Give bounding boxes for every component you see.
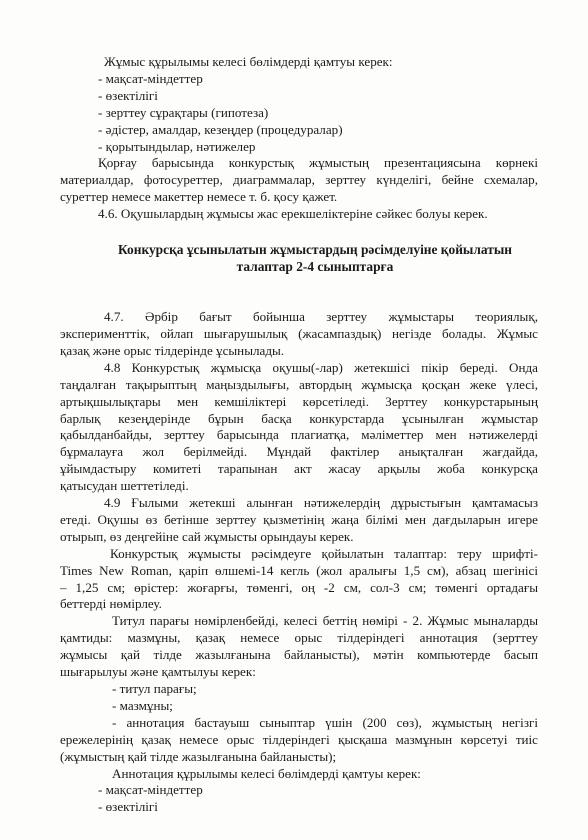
paragraph-line: қамтиды: мазмұны, қазақ немесе орыс тілдеріндегі аннотация (зерттеу <box>60 630 538 646</box>
list-item: - мақсат-міндеттер <box>98 782 203 798</box>
paragraph-line: ережелерінің қазақ немесе орыс тілдеріндегі қысқаша мазмұнын көрсетуі тиіс <box>60 731 538 747</box>
paragraph-line: отырып, өз деңгейіне сай жұмысты орындауы керек. <box>60 528 354 544</box>
list-item: - титул парағы; <box>112 681 197 696</box>
paragraph-line: 4.7. Әрбір бағыт бойынша зерттеу жұмыстары теориялық, <box>104 309 538 325</box>
intro-line: Жұмыс құрылымы келесі бөлімдерді қамтуы керек: <box>104 54 393 69</box>
paragraph-line: Қорғау барысында конкурстық жұмыстың презентациясына көрнекі <box>98 155 538 171</box>
list-item: - мақсат-міндеттер <box>98 70 203 86</box>
list-item: - өзектілігі <box>98 87 158 103</box>
list-item: - зерттеу сұрақтары (гипотеза) <box>98 104 269 120</box>
paragraph-line: суреттер немесе макеттер немесе т. б. қосу қажет. <box>60 189 338 205</box>
paragraph-line: қазақ және орыс тілдерінде ұсынылады. <box>60 342 285 358</box>
list-item: - әдістер, амалдар, кезеңдер (процедуралар) <box>98 121 343 137</box>
paragraph-line: (жұмыстың қай тілде жазылғанына байланысты); <box>60 748 337 764</box>
item-4-6: 4.6. Оқушылардың жұмысы жас ерекшеліктеріне сәйкес болуы керек. <box>98 206 488 222</box>
paragraph-line: беттерді нөмірлеу. <box>60 596 162 612</box>
paragraph-line: Титул парағы нөмірленбейді, келесі беттің нөмірі - 2. Жұмыс мыналарды <box>112 613 538 629</box>
paragraph-line: шығарылуы және қамтылуы керек: <box>60 664 256 680</box>
paragraph-line: жұмысы қай тілде жазылғанына байланысты), мәтін компьютерде басып <box>60 647 538 663</box>
list-item: - қорытындылар, нәтижелер <box>98 138 256 154</box>
paragraph-line: бұрмалауға жол берілмейді. Мұндай фактілер анықталған жағдайда, <box>60 444 538 460</box>
paragraph-line: 4.8 Конкурстық жұмысқа оқушы(-лар) жетекшісі пікір береді. Онда <box>104 359 538 375</box>
paragraph-line: қатысудан шеттетіледі. <box>60 478 189 494</box>
paragraph-line: материалдар, фотосуреттер, диаграммалар, зерттеу күнделігі, бейне схемалар, <box>60 172 538 188</box>
section-heading: Конкурсқа ұсынылатын жұмыстардың рәсімделуіне қойылатын <box>118 242 512 258</box>
paragraph-line: етеді. Оқушы өз бетінше зерттеу қызметінің жаңа білімі мен дағдыларын игере <box>60 511 538 527</box>
paragraph-line: - аннотация бастауыш сыныптар үшін (200 сөз), жұмыстың негізгі <box>112 714 538 730</box>
paragraph-line: Аннотация құрылымы келесі бөлімдерді қамтуы керек: <box>112 765 421 781</box>
section-heading: талаптар 2-4 сыныптарға <box>236 259 394 275</box>
paragraph-line: таңдалған тақырыптың маңыздылығы, автордың жұмысқа қосқан жеке үлесі, <box>60 376 538 392</box>
paragraph-line: ұйымдастыру комитеті тарапынан акт жасау арқылы жоба конкурсқа <box>60 461 538 477</box>
paragraph-line: Times New Roman, қаріп өлшемі-14 кегль (жол аралығы 1,5 см), абзац шегінісі <box>60 562 538 578</box>
paragraph-line: артықшылықтары мен кемшіліктері көрсетіледі. Зерттеу конкурстарының <box>60 393 538 409</box>
list-item: - мазмұны; <box>112 697 173 713</box>
list-item: - өзектілігі <box>98 799 158 815</box>
paragraph-line: қабылданбайды, зерттеу барысында плагиатқа, мәліметтер мен нәтижелерді <box>60 427 538 443</box>
paragraph-line: эксперименттік, ойлап шығарушылық (жасампаздық) негізде болады. Жұмыс <box>60 325 538 341</box>
paragraph-line: барлық кезеңдерінде бұрын басқа конкурстарда ұсынылған жұмыстар <box>60 410 538 426</box>
paragraph-line: – 1,25 см; өрістер: жоғарғы, төменгі, оң -2 см, сол-3 см; төменгі ортадағы <box>60 579 538 595</box>
paragraph-line: 4.9 Ғылыми жетекші алынған нәтижелердің дұрыстығын қамтамасыз <box>104 495 538 511</box>
paragraph-line: Конкурстық жұмысты рәсімдеуге қойылатын талаптар: теру шрифті- <box>110 545 538 561</box>
document-body <box>60 54 538 816</box>
